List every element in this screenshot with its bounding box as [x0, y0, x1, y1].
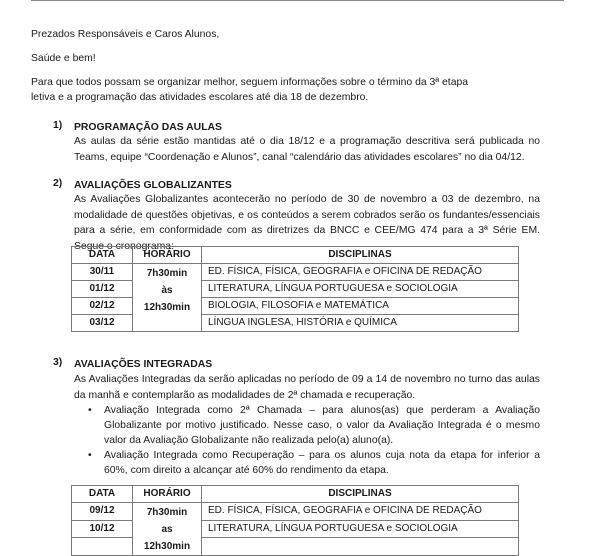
table-row — [72, 503, 519, 521]
date-cell: 03/12 — [72, 315, 133, 332]
date-cell: 10/12 — [72, 520, 133, 538]
date-cell: 01/12 — [72, 281, 133, 298]
time-separator: as — [161, 524, 173, 535]
disciplines-cell: ED. FÍSICA, FÍSICA, GEOGRAFIA e OFICINA DE REDAÇÃO — [202, 264, 519, 281]
bullet-icon: • — [88, 450, 92, 461]
time-end: 12h30min — [143, 541, 191, 552]
section-title: AVALIAÇÕES GLOBALIZANTES — [74, 180, 232, 191]
section-body: As Avaliações Globalizantes acontecerão no período de 30 de novembro a 03 de dezembro, na modalidade de questões objetivas, e os conteúdos a serem cobrados serão os fundantes/essenciais para a série, em conformidade com as diretrizes da BNCC e CEE/MG 474 para a 3ª Série EM. Segue o cronograma: — [74, 194, 540, 252]
bullet-item — [88, 403, 540, 448]
table-header-row — [72, 247, 519, 264]
disciplines-cell: LITERATURA, LÍNGUA PORTUGUESA e SOCIOLOGIA — [202, 520, 519, 538]
disciplines-cell: LÍNGUA INGLESA, HISTÓRIA e QUÍMICA — [202, 315, 519, 332]
column-header-disciplinas: DISCIPLINAS — [202, 247, 519, 264]
section-number: 3) — [53, 357, 63, 368]
section-title: AVALIAÇÕES INTEGRADAS — [74, 359, 213, 370]
column-header-horario: HORÁRIO — [133, 247, 202, 264]
table-header-row — [72, 486, 519, 503]
column-header-data: DATA — [72, 247, 133, 264]
time-end: 12h30min — [143, 302, 191, 313]
intro-paragraph: Para que todos possam se organizar melhor, seguem informações sobre o término da 3ª etapa letiva e a programação das atividades escolares até dia 18 de dezembro. — [31, 77, 469, 103]
bullet-icon: • — [88, 405, 92, 416]
column-header-disciplinas: DISCIPLINAS — [202, 486, 519, 503]
section-title: PROGRAMAÇÃO DAS AULAS — [74, 122, 222, 133]
disciplines-cell — [202, 538, 519, 556]
schedule-table-globalizantes — [71, 246, 519, 332]
time-cell — [133, 503, 202, 556]
disciplines-cell: BIOLOGIA, FILOSOFIA e MATEMÁTICA — [202, 298, 519, 315]
section-body: As Avaliações Integradas da serão aplicadas no período de 09 a 14 de novembro no turno das aulas da manhã e contemplarão as modalidades de 2ª chamada e recuperação. — [74, 374, 540, 401]
bullet-item — [88, 448, 540, 478]
time-start: 7h30min — [146, 507, 188, 518]
time-separator: às — [161, 285, 173, 296]
date-cell — [72, 538, 133, 556]
salutation: Saúde e bem! — [31, 53, 96, 64]
greeting: Prezados Responsáveis e Caros Alunos, — [31, 29, 220, 40]
column-header-horario: HORÁRIO — [133, 486, 202, 503]
disciplines-cell: ED. FÍSICA, FÍSICA, GEOGRAFIA e OFICINA DE REDAÇÃO — [202, 503, 519, 521]
time-cell — [133, 264, 202, 332]
table-row — [72, 264, 519, 281]
bullet-text: Avaliação Integrada como 2ª Chamada – para alunos(as) que perderam a Avaliação Globalizante por motivo justificado. Nesse caso, o valor da Avaliação Integrada é o mesmo valor da Avaliação Globalizante não realizada pelo(a) aluno(a). — [104, 405, 540, 446]
column-header-data: DATA — [72, 486, 133, 503]
section-number: 2) — [53, 178, 63, 189]
schedule-table-integradas — [71, 485, 519, 556]
disciplines-cell: LITERATURA, LÍNGUA PORTUGUESA e SOCIOLOGIA — [202, 281, 519, 298]
bullet-text: Avaliação Integrada como Recuperação – para os alunos cuja nota da etapa for inferior a 60%, com direito a alcançar até 60% do rendimento da etapa. — [104, 450, 540, 476]
time-start: 7h30min — [146, 268, 188, 279]
section-number: 1) — [53, 120, 63, 131]
date-cell: 02/12 — [72, 298, 133, 315]
date-cell: 09/12 — [72, 503, 133, 521]
date-cell: 30/11 — [72, 264, 133, 281]
section-body: As aulas da série estão mantidas até o dia 18/12 e a programação descritiva será publicada no Teams, equipe “Coordenação e Alunos”, canal “calendário das atividades escolares” no dia 04/12. — [74, 136, 540, 163]
header-rule — [31, 0, 564, 1]
